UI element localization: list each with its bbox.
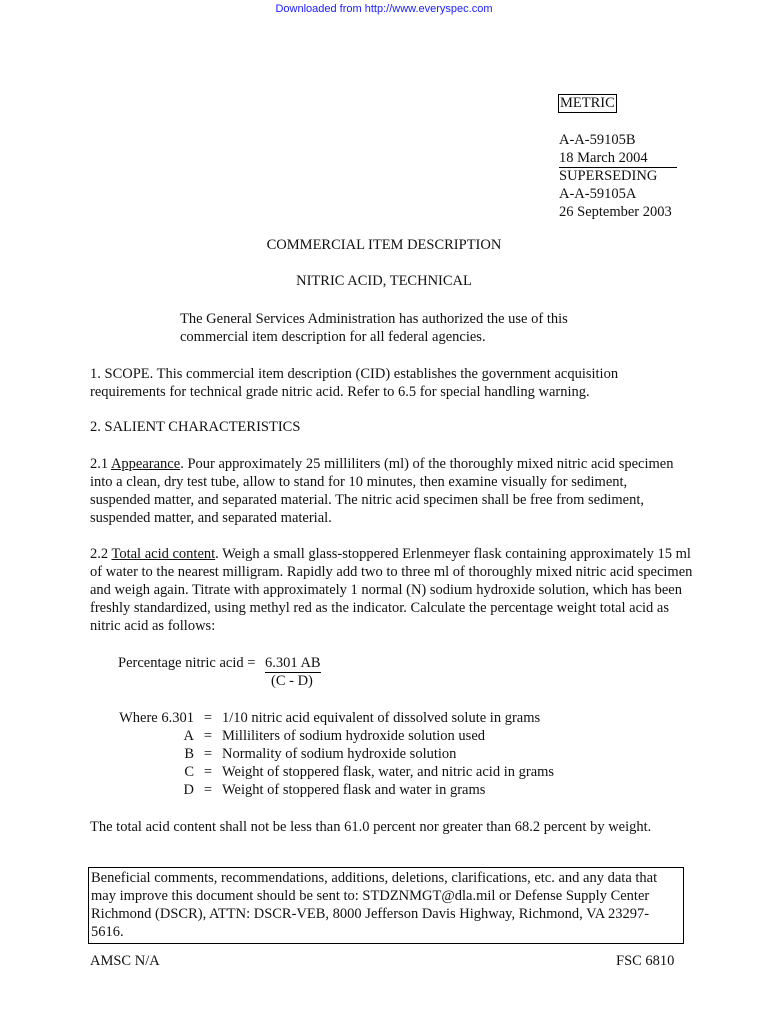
previous-document-id: A-A-59105A <box>559 186 637 202</box>
limit-paragraph: The total acid content shall not be less than 61.0 percent nor greater than 68.2 percent by weight. <box>90 819 652 835</box>
definition-text: Normality of sodium hydroxide solution <box>222 746 457 762</box>
definition-equals: = <box>203 746 213 762</box>
total-acid-text: . Weigh a small glass-stoppered Erlenmeyer flask containing approximately 15 ml of water to the nearest milligram. Rapidly add two to three ml of thoroughly mixed nitric acid specimen and weigh again. Titrate with approximately 1 normal (N) sodium hydroxide solution, which has been freshly standardized, using methyl red as the indicator. Calculate the percentage weight total acid as nitric acid as follows: <box>90 546 693 634</box>
definition-equals: = <box>203 728 213 744</box>
metric-label: METRIC <box>560 95 615 111</box>
definition-equals: = <box>203 782 213 798</box>
total-acid-title: Total acid content <box>111 546 216 562</box>
comments-box: Beneficial comments, recommendations, additions, deletions, clarifications, etc. and any data that may improve this document should be sent to: STDZNMGT@dla.mil or Defense Supply Center Richmond (DSCR), ATTN: DSCR-VEB, 8000 Jefferson Davis Highway, Richmond, VA 23297-5616. <box>88 867 684 944</box>
definition-row <box>118 745 554 763</box>
formula-numerator: 6.301 AB <box>265 655 321 671</box>
document-id: A-A-59105B <box>559 132 636 148</box>
definition-symbol: D <box>183 782 194 798</box>
definition-symbol: A <box>183 728 194 744</box>
definition-equals: = <box>203 764 213 780</box>
total-acid-paragraph <box>90 545 695 635</box>
definition-symbol: B <box>184 746 194 762</box>
definition-equals: = <box>203 710 213 726</box>
appearance-title: Appearance <box>110 456 181 472</box>
document-subtitle: NITRIC ACID, TECHNICAL <box>296 273 472 289</box>
document-title: COMMERCIAL ITEM DESCRIPTION <box>266 237 502 253</box>
definition-row <box>118 727 554 745</box>
authorization-paragraph: The General Services Administration has authorized the use of this commercial item description for all federal agencies. <box>180 311 568 345</box>
definition-row <box>118 781 554 799</box>
total-acid-number: 2.2 <box>90 546 112 562</box>
previous-document-date: 26 September 2003 <box>559 204 672 220</box>
scope-paragraph: 1. SCOPE. This commercial item description (CID) establishes the government acquisition requirements for technical grade nitric acid. Refer to 6.5 for special handling warning. <box>90 366 619 400</box>
definition-row <box>118 763 554 781</box>
definition-text: 1/10 nitric acid equivalent of dissolved solute in grams <box>222 710 541 726</box>
definition-text: Weight of stoppered flask, water, and nitric acid in grams <box>222 764 555 780</box>
appearance-text: . Pour approximately 25 milliliters (ml) of the thoroughly mixed nitric acid specimen into a clean, dry test tube, allow to stand for 10 minutes, then examine visually for sediment, suspended matter, and separated material. The nitric acid specimen shall be free from sediment, suspended matter, and separated material. <box>90 456 674 526</box>
document-date: 18 March 2004 <box>559 149 677 168</box>
definition-text: Milliliters of sodium hydroxide solution used <box>222 728 486 744</box>
footer-fsc: FSC 6810 <box>616 953 675 969</box>
formula-label: Percentage nitric acid = <box>118 655 256 671</box>
salient-heading: 2. SALIENT CHARACTERISTICS <box>90 419 301 435</box>
appearance-paragraph <box>90 455 690 527</box>
definition-text: Weight of stoppered flask and water in grams <box>222 782 486 798</box>
definition-row <box>118 709 554 727</box>
definition-symbol: C <box>184 764 194 780</box>
definitions-list <box>118 709 554 799</box>
superseding-label: SUPERSEDING <box>559 168 658 184</box>
definition-symbol: Where 6.301 <box>119 710 194 726</box>
appearance-number: 2.1 <box>90 456 111 472</box>
download-link[interactable]: Downloaded from http://www.everyspec.com <box>275 3 493 15</box>
formula-denominator: (C - D) <box>271 673 313 689</box>
footer-amsc: AMSC N/A <box>90 953 160 969</box>
